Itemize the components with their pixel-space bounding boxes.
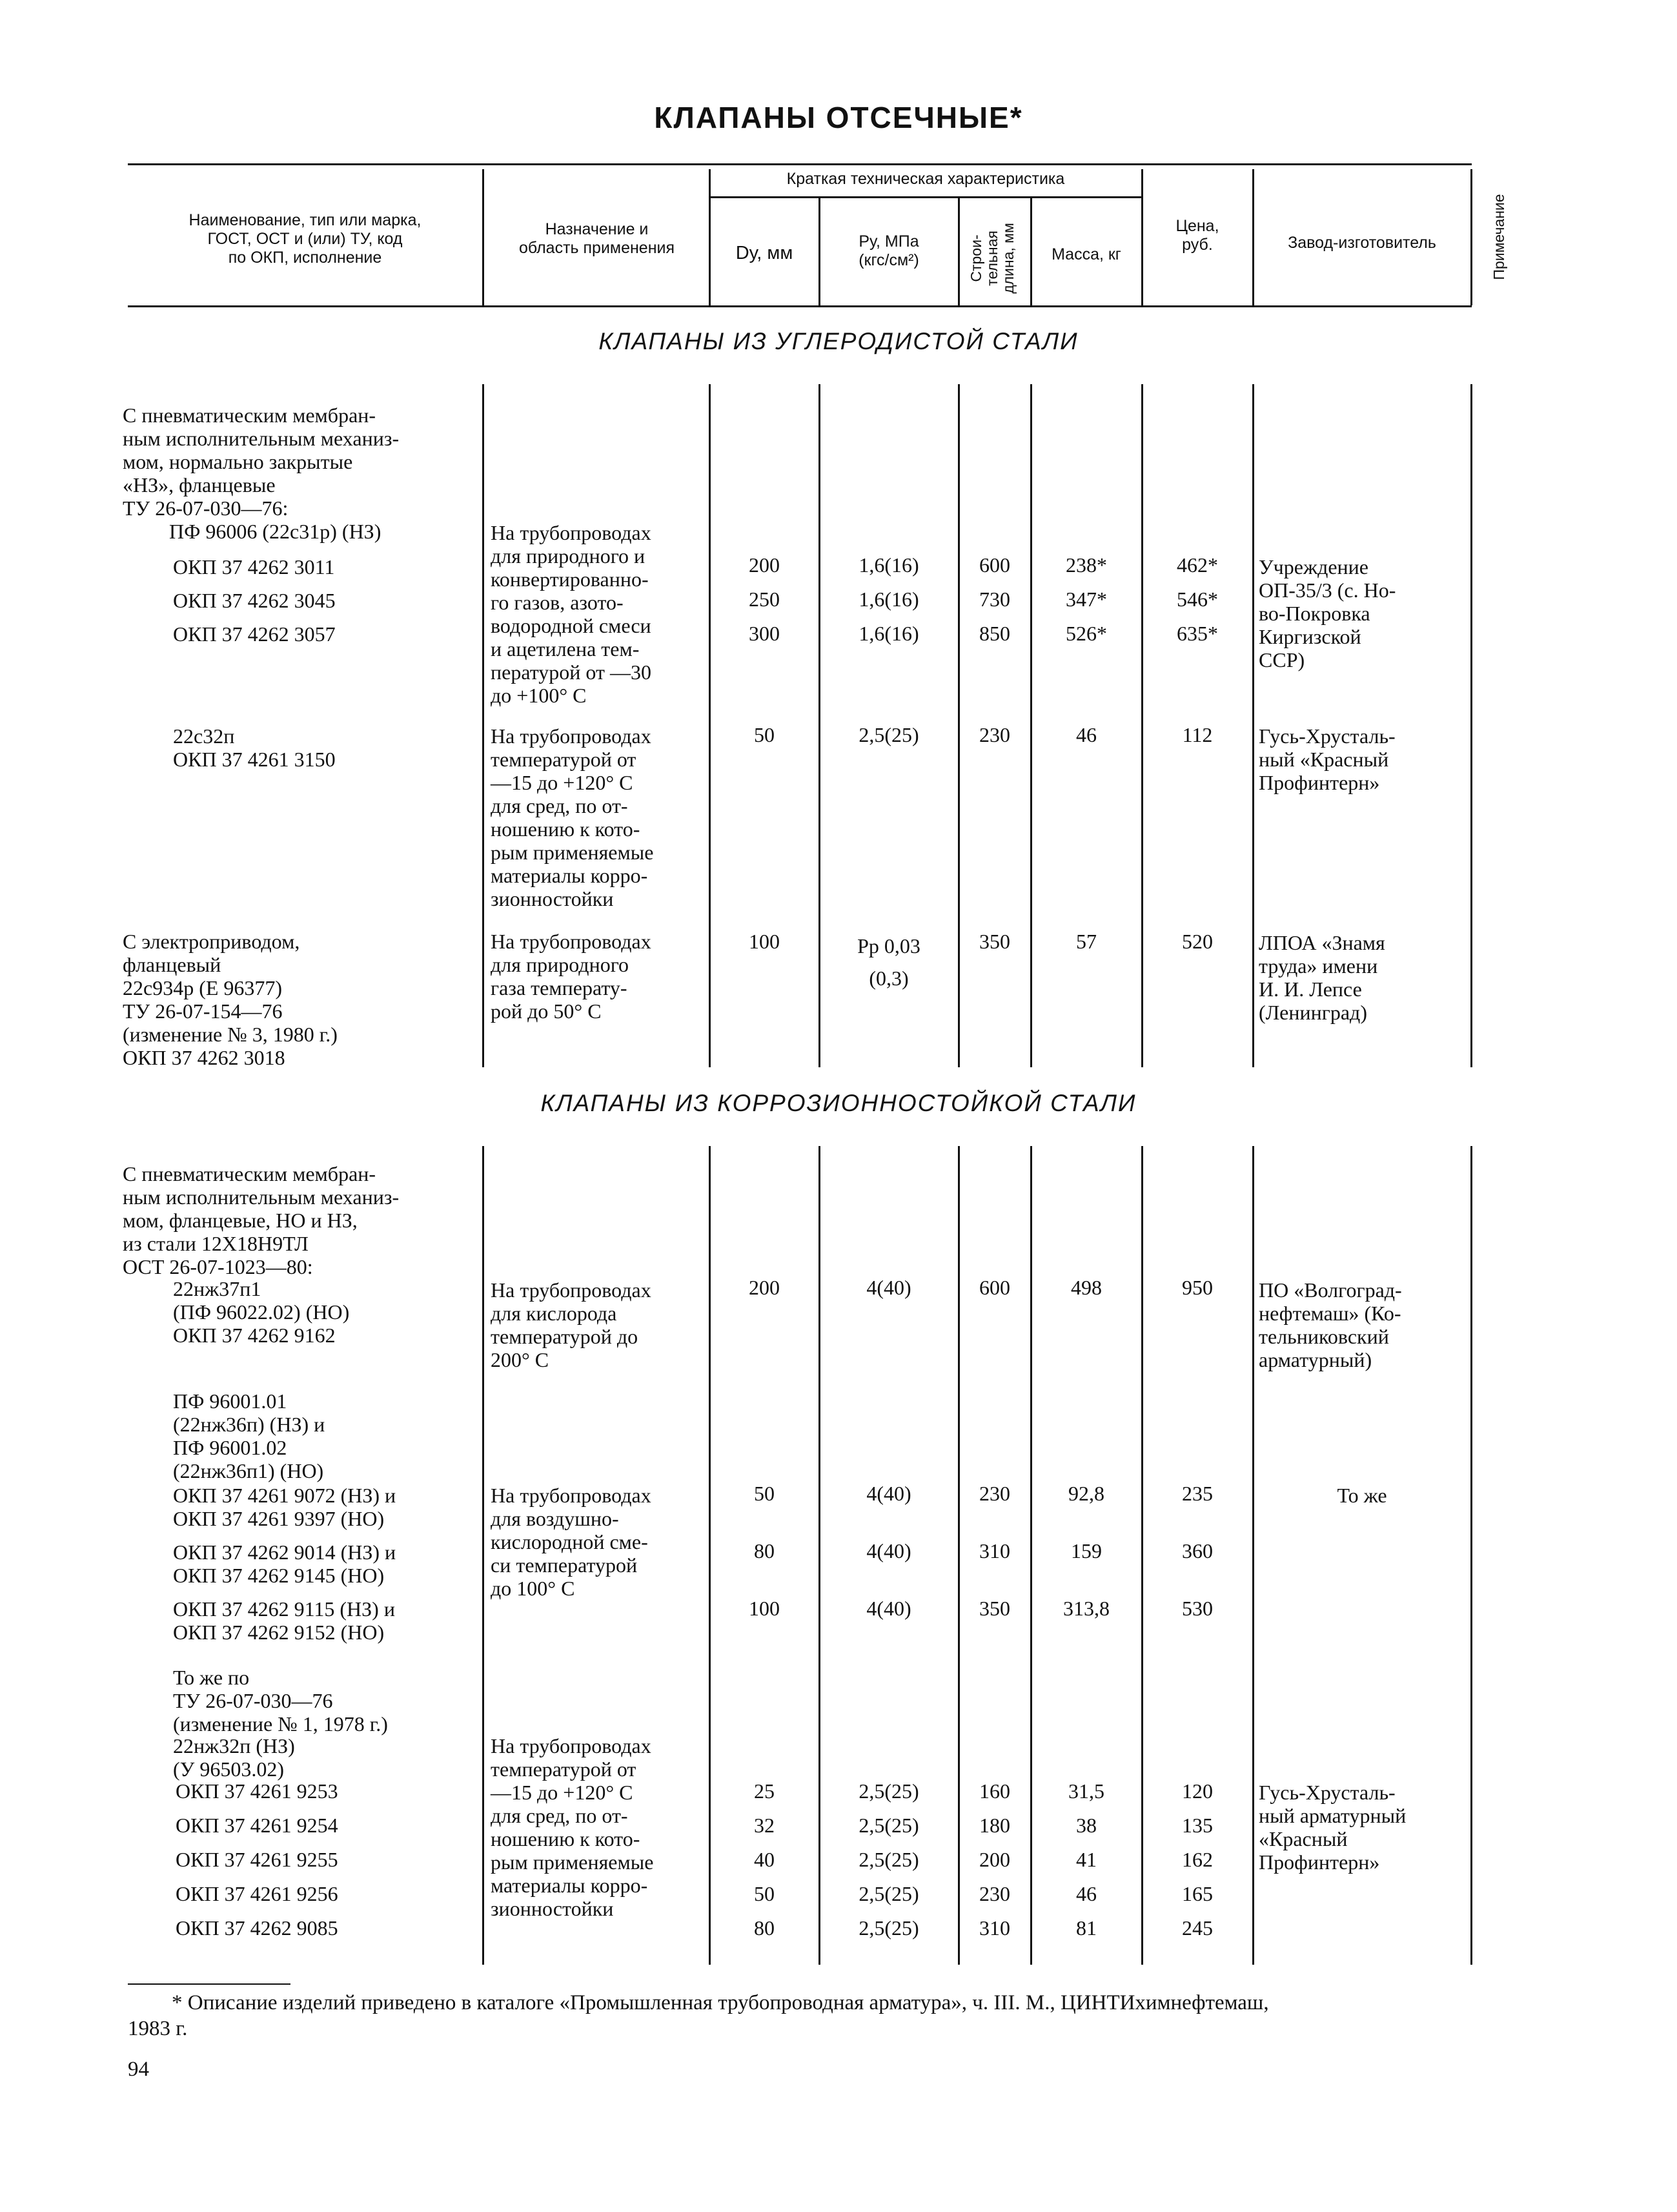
py-value: 4(40)	[866, 1482, 911, 1505]
py-value: 4(40)	[866, 1597, 911, 1620]
py-value: 1,6(16)	[859, 588, 919, 611]
footnote-rule	[128, 1983, 290, 1985]
price-value: 165	[1182, 1882, 1213, 1905]
header-tech: Краткая техническая характеристика	[786, 170, 1065, 188]
dy-value: 200	[749, 1276, 780, 1299]
okp-code: ОКП 37 4261 9072 (НЗ) и ОКП 37 4261 9397 (НО)	[173, 1484, 396, 1530]
header-top-rule	[128, 163, 1472, 165]
column-divider	[1470, 1146, 1472, 1965]
mass-value: 41	[1076, 1848, 1097, 1871]
mass-value: 57	[1076, 930, 1097, 953]
header-divider	[958, 198, 960, 305]
column-divider	[1252, 1146, 1254, 1965]
price-value: 520	[1182, 930, 1213, 953]
footnote: * Описание изделий приведено в каталоге «Промышленная трубопроводная арматура», ч. III. М., ЦИНТИхимнефтемаш, 1983 г.	[128, 1991, 1269, 2040]
price-value: 162	[1182, 1848, 1213, 1871]
plant-name: ЛПОА «Знамя труда» имени И. И. Лепсе (Ленинград)	[1259, 931, 1385, 1024]
dy-value: 100	[749, 1597, 780, 1620]
row-name: С электроприводом, фланцевый 22с934р (Е 96377) ТУ 26-07-154—76 (изменение № 3, 1980 г.) ОКП 37 4262 3018	[123, 930, 338, 1069]
header-dy: Dу, мм	[735, 243, 793, 263]
okp-code: ОКП 37 4262 3011	[173, 555, 335, 579]
price-value: 135	[1182, 1814, 1213, 1837]
row-purpose: На трубопроводах для воздушно- кислородной сме- си температурой до 100° С	[491, 1484, 651, 1600]
price-value: 635*	[1177, 622, 1218, 645]
py-value: Pр 0,03 (0,3)	[857, 934, 920, 990]
py-value: 2,5(25)	[859, 1916, 919, 1940]
price-value: 235	[1182, 1482, 1213, 1505]
length-value: 230	[979, 723, 1010, 746]
okp-code: ОКП 37 4261 9253	[176, 1779, 338, 1803]
tech-sub-rule	[709, 196, 1141, 198]
row-purpose: На трубопроводах температурой от —15 до +120° С для сред, по от- ношению к кото- рым применяемые материалы корро- зионностойки	[491, 724, 654, 910]
mass-value: 313,8	[1063, 1597, 1110, 1620]
dy-value: 300	[749, 622, 780, 645]
section-title: КЛАПАНЫ ИЗ КОРРОЗИОННОСТОЙКОЙ СТАЛИ	[540, 1090, 1137, 1116]
py-value: 2,5(25)	[859, 1814, 919, 1837]
column-divider	[482, 384, 484, 1067]
plant-name: Гусь-Хрусталь- ный арматурный «Красный Профинтерн»	[1259, 1781, 1407, 1874]
okp-code: ОКП 37 4262 9014 (НЗ) и ОКП 37 4262 9145 (НО)	[173, 1541, 396, 1587]
plant-name: ПО «Волгоград- нефтемаш» (Ко- тельниковский арматурный)	[1259, 1278, 1402, 1371]
dy-value: 25	[754, 1779, 775, 1803]
mass-value: 159	[1071, 1539, 1102, 1562]
dy-value: 50	[754, 1882, 775, 1905]
py-value: 2,5(25)	[859, 1848, 919, 1871]
length-value: 350	[979, 930, 1010, 953]
dy-value: 250	[749, 588, 780, 611]
py-value: 1,6(16)	[859, 622, 919, 645]
dy-value: 200	[749, 553, 780, 577]
mass-value: 498	[1071, 1276, 1102, 1299]
price-value: 120	[1182, 1779, 1213, 1803]
row-subname: 22нж32п (НЗ) (У 96503.02)	[173, 1734, 295, 1781]
length-value: 600	[979, 1276, 1010, 1299]
length-value: 730	[979, 588, 1010, 611]
okp-code: ОКП 37 4262 9085	[176, 1916, 338, 1940]
mass-value: 81	[1076, 1916, 1097, 1940]
okp-code: ОКП 37 4261 9255	[176, 1848, 338, 1871]
dy-value: 40	[754, 1848, 775, 1871]
column-divider	[1252, 384, 1254, 1067]
price-value: 546*	[1177, 588, 1218, 611]
dy-value: 32	[754, 1814, 775, 1837]
length-value: 310	[979, 1916, 1010, 1940]
header-py: Pу, МПа (кгс/см²)	[859, 232, 919, 269]
row-purpose: На трубопроводах для кислорода температурой до 200° С	[491, 1278, 651, 1371]
length-value: 850	[979, 622, 1010, 645]
header-plant: Завод-изготовитель	[1288, 234, 1436, 252]
length-value: 600	[979, 553, 1010, 577]
okp-code: ОКП 37 4261 9256	[176, 1882, 338, 1905]
py-value: 2,5(25)	[859, 1882, 919, 1905]
dy-value: 50	[754, 1482, 775, 1505]
row-purpose: На трубопроводах для природного газа температу- рой до 50° С	[491, 930, 651, 1023]
row-subname: ПФ 96006 (22с31р) (НЗ)	[169, 520, 381, 543]
mass-value: 92,8	[1068, 1482, 1104, 1505]
dy-value: 50	[754, 723, 775, 746]
section-title: КЛАПАНЫ ИЗ УГЛЕРОДИСТОЙ СТАЛИ	[598, 328, 1079, 354]
header-bottom-rule	[128, 305, 1472, 307]
py-value: 4(40)	[866, 1539, 911, 1562]
mass-value: 347*	[1066, 588, 1107, 611]
py-value: 1,6(16)	[859, 553, 919, 577]
okp-code: ОКП 37 4262 3057	[173, 622, 336, 646]
row-subname: 22нж37п1 (ПФ 96022.02) (НО) ОКП 37 4262 9162	[173, 1277, 350, 1347]
length-value: 310	[979, 1539, 1010, 1562]
mass-value: 46	[1076, 1882, 1097, 1905]
plant-name: То же	[1337, 1484, 1387, 1507]
price-value: 530	[1182, 1597, 1213, 1620]
row-purpose: На трубопроводах температурой от —15 до +120° С для сред, по от- ношению к кото- рым применяемые материалы корро- зионностойки	[491, 1734, 654, 1920]
length-value: 230	[979, 1882, 1010, 1905]
row-subname: ПФ 96001.01 (22нж36п) (НЗ) и ПФ 96001.02 (22нж36п1) (НО)	[173, 1389, 325, 1482]
header-price: Цена, руб.	[1175, 217, 1219, 254]
price-value: 245	[1182, 1916, 1213, 1940]
column-divider	[1470, 384, 1472, 1067]
length-value: 180	[979, 1814, 1010, 1837]
price-value: 950	[1182, 1276, 1213, 1299]
py-value: 2,5(25)	[859, 1779, 919, 1803]
mass-value: 31,5	[1068, 1779, 1104, 1803]
length-value: 350	[979, 1597, 1010, 1620]
length-value: 200	[979, 1848, 1010, 1871]
length-value: 160	[979, 1779, 1010, 1803]
price-value: 112	[1182, 723, 1213, 746]
mass-value: 46	[1076, 723, 1097, 746]
row-purpose: На трубопроводах для природного и конвертированно- го газов, азото- водородной смеси и ацетилена тем- пературой от —30 до +100° С	[491, 521, 651, 707]
length-value: 230	[979, 1482, 1010, 1505]
plant-name: Учреждение ОП-35/3 (с. Но- во-Покровка Киргизской ССР)	[1259, 555, 1396, 671]
header-divider	[1470, 169, 1472, 305]
price-value: 360	[1182, 1539, 1213, 1562]
okp-code: ОКП 37 4262 9115 (НЗ) и ОКП 37 4262 9152 (НО)	[173, 1597, 395, 1644]
py-value: 4(40)	[866, 1276, 911, 1299]
header-length: Строи- тельная длина, мм	[968, 223, 1017, 294]
page-number: 94	[128, 2058, 149, 2081]
mass-value: 38	[1076, 1814, 1097, 1837]
header-divider	[709, 169, 711, 305]
dy-value: 80	[754, 1916, 775, 1940]
row-name: С пневматическим мембран- ным исполнительным механиз- мом, фланцевые, НО и НЗ, из стали 12Х18Н9ТЛ ОСТ 26-07-1023—80:	[123, 1162, 400, 1278]
mass-value: 238*	[1066, 553, 1107, 577]
header-name: Наименование, тип или марка, ГОСТ, ОСТ и (или) ТУ, код по ОКП, исполнение	[188, 211, 422, 267]
dy-value: 80	[754, 1539, 775, 1562]
py-value: 2,5(25)	[859, 723, 919, 746]
page-title: КЛАПАНЫ ОТСЕЧНЫЕ*	[654, 101, 1023, 134]
header-divider	[482, 169, 484, 305]
plant-name: Гусь-Хрусталь- ный «Красный Профинтерн»	[1259, 724, 1396, 794]
okp-code: ОКП 37 4262 3045	[173, 589, 336, 612]
price-value: 462*	[1177, 553, 1218, 577]
row-name: С пневматическим мембран- ным исполнительным механиз- мом, нормально закрытые «НЗ», фланцевые ТУ 26-07-030—76:	[123, 404, 400, 520]
header-purpose: Назначение и область применения	[518, 220, 675, 257]
header-note: Примечание	[1490, 194, 1507, 280]
okp-code: ОКП 37 4261 9254	[176, 1814, 338, 1837]
row-name: 22с32п ОКП 37 4261 3150	[173, 724, 336, 771]
header-mass: Масса, кг	[1052, 245, 1121, 263]
mass-value: 526*	[1066, 622, 1107, 645]
column-divider	[482, 1146, 484, 1965]
dy-value: 100	[749, 930, 780, 953]
row-name: То же по ТУ 26-07-030—76 (изменение № 1, 1978 г.)	[173, 1666, 388, 1736]
